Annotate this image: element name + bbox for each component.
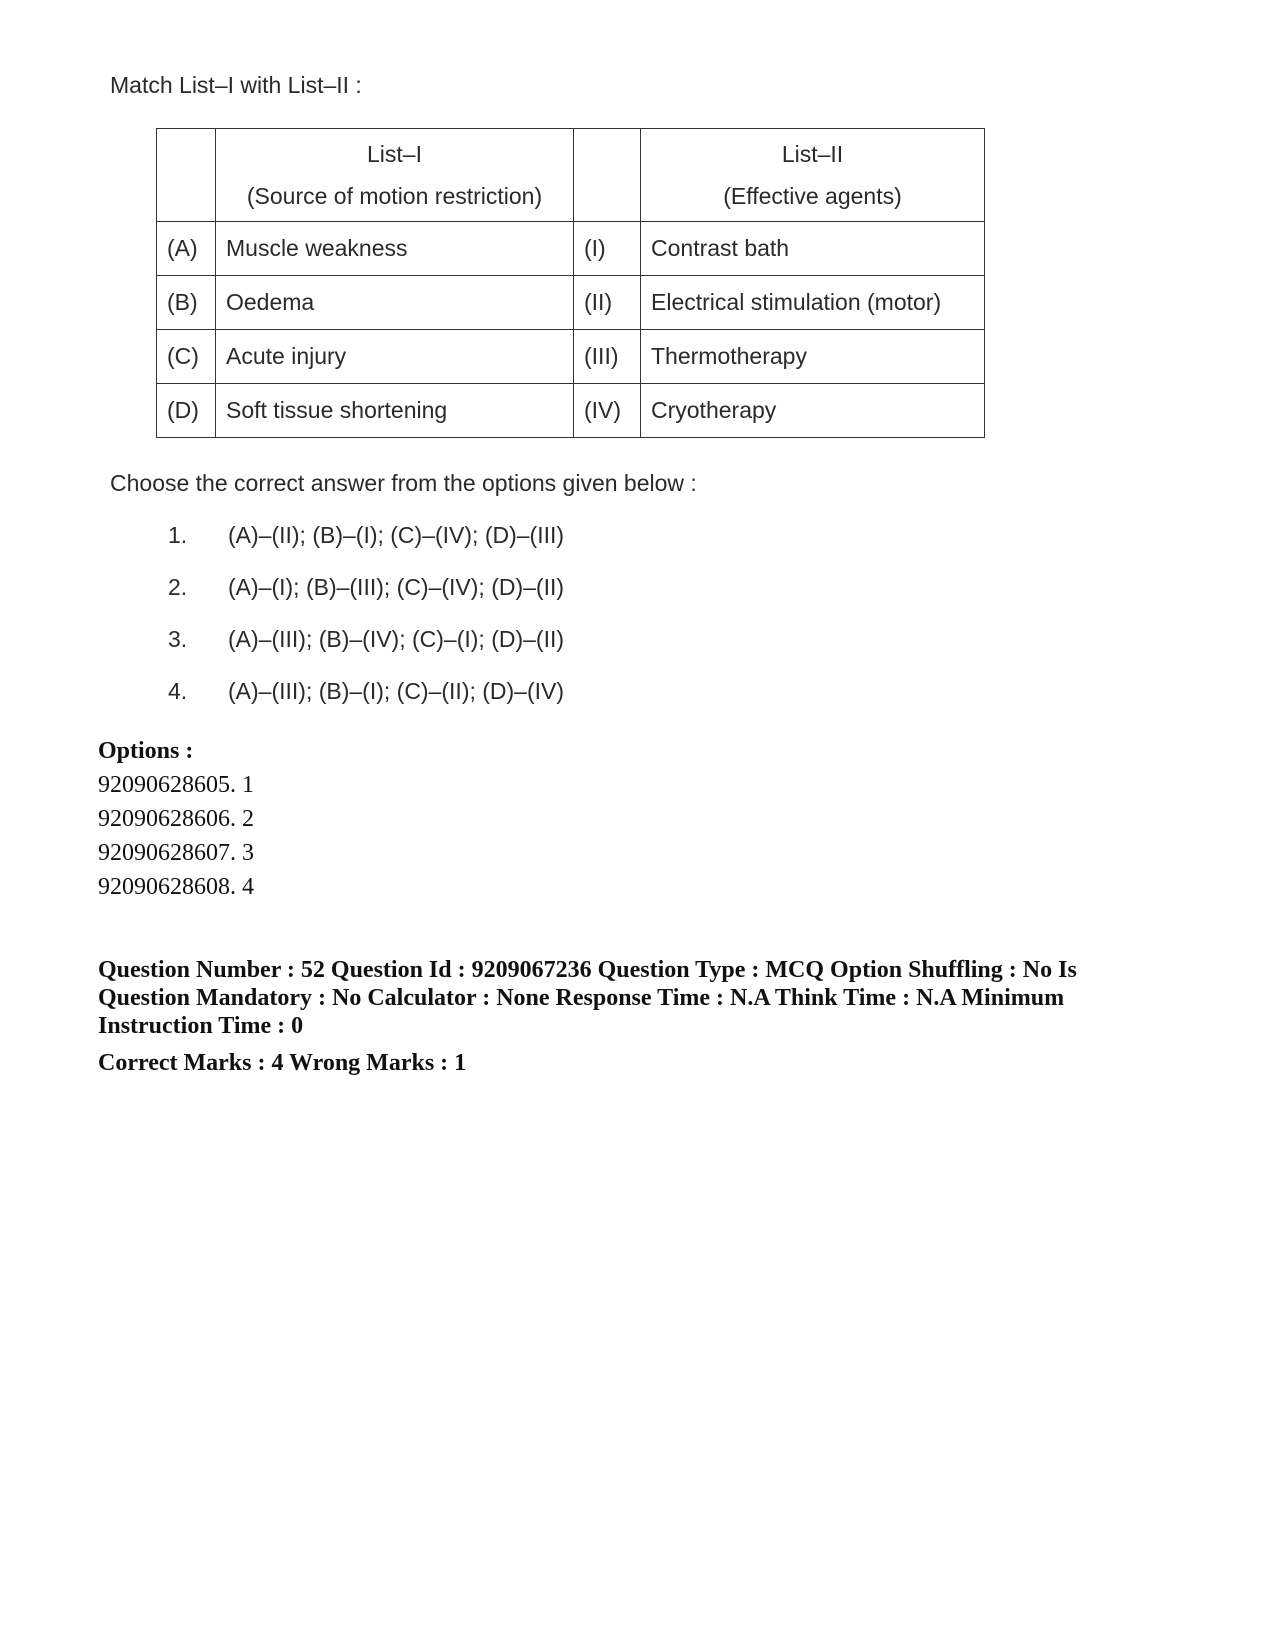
question-instruction: Match List–I with List–II : — [110, 72, 362, 98]
match-table-header-row — [157, 129, 985, 222]
header-empty-cell — [574, 129, 641, 222]
option-item: 92090628606. 2 — [98, 806, 254, 832]
choice-item — [168, 522, 564, 549]
list2-item: Thermotherapy — [641, 330, 985, 384]
row-letter: (C) — [157, 330, 216, 384]
row-roman: (III) — [574, 330, 641, 384]
choice-number: 2. — [168, 574, 188, 600]
list2-title: List–II — [781, 141, 844, 167]
list1-item: Muscle weakness — [216, 222, 574, 276]
choose-instruction: Choose the correct answer from the options given below : — [110, 470, 697, 496]
choice-number: 3. — [168, 626, 188, 652]
marks-info: Correct Marks : 4 Wrong Marks : 1 — [98, 1050, 467, 1076]
header-empty-cell — [157, 129, 216, 222]
row-letter: (D) — [157, 384, 216, 438]
list2-header — [641, 129, 985, 222]
row-letter: (B) — [157, 276, 216, 330]
list1-subtitle: (Source of motion restriction) — [246, 183, 543, 209]
table-row — [157, 222, 985, 276]
match-table — [156, 128, 985, 438]
choice-number: 4. — [168, 678, 188, 704]
list2-item: Electrical stimulation (motor) — [641, 276, 985, 330]
list2-subtitle: (Effective agents) — [723, 183, 902, 209]
choice-text: (A)–(I); (B)–(III); (C)–(IV); (D)–(II) — [228, 574, 565, 600]
question-meta: Question Number : 52 Question Id : 9209067236 Question Type : MCQ Option Shuffling : No Is Question Mandatory : No Calculator : None Response Time : N.A Think Time : N.A Minimum Instruction Time : 0 — [98, 957, 1077, 1039]
list1-item: Oedema — [216, 276, 574, 330]
table-row — [157, 330, 985, 384]
table-row — [157, 384, 985, 438]
row-roman: (I) — [574, 222, 641, 276]
list1-header — [216, 129, 574, 222]
row-roman: (IV) — [574, 384, 641, 438]
list1-item: Soft tissue shortening — [216, 384, 574, 438]
option-item: 92090628608. 4 — [98, 874, 254, 900]
row-letter: (A) — [157, 222, 216, 276]
list1-title: List–I — [367, 141, 422, 167]
choice-text: (A)–(III); (B)–(IV); (C)–(I); (D)–(II) — [228, 626, 565, 652]
list1-item: Acute injury — [216, 330, 574, 384]
choice-text: (A)–(II); (B)–(I); (C)–(IV); (D)–(III) — [228, 522, 565, 548]
option-item: 92090628607. 3 — [98, 840, 254, 866]
choice-item — [168, 574, 564, 601]
list2-item: Contrast bath — [641, 222, 985, 276]
choice-item — [168, 626, 564, 653]
table-row — [157, 276, 985, 330]
list2-item: Cryotherapy — [641, 384, 985, 438]
choice-number: 1. — [168, 522, 188, 548]
options-heading: Options : — [98, 738, 194, 764]
row-roman: (II) — [574, 276, 641, 330]
choice-text: (A)–(III); (B)–(I); (C)–(II); (D)–(IV) — [228, 678, 565, 704]
option-item: 92090628605. 1 — [98, 772, 254, 798]
choice-item — [168, 678, 564, 705]
